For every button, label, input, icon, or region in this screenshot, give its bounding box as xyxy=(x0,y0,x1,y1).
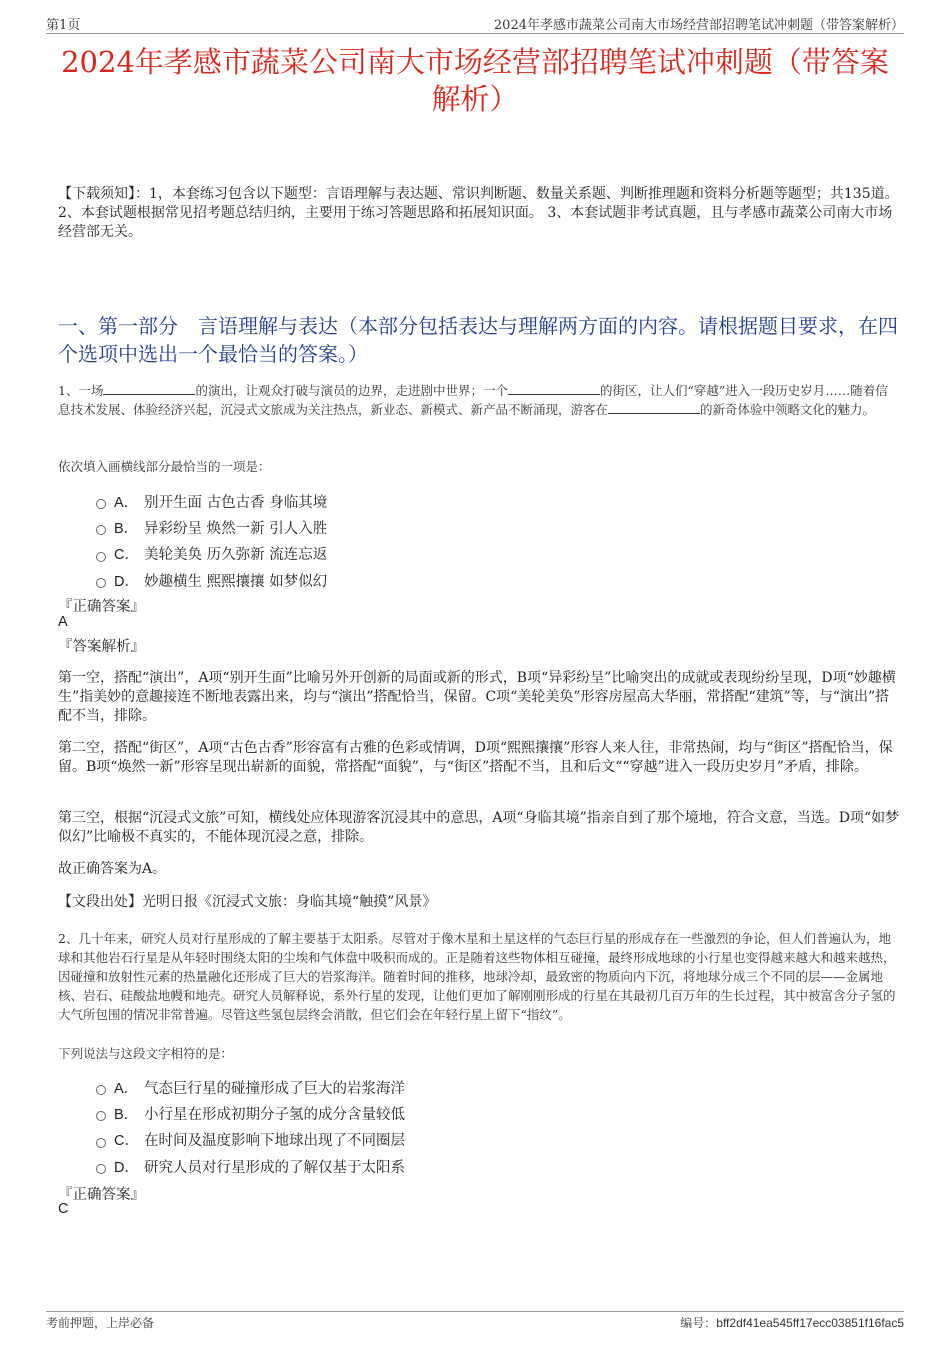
q1-analysis-p1: 第一空，搭配“演出”，A项“别开生面”比喻另外开创新的局面或新的形式，B项“异彩纷呈”比喻突出的成就或表现纷纷呈现，D项“妙趣横生”指美妙的意趣接连不断地表露出来，均与“演出”搭配恰当，保留。C项“美轮美奂”形容房屋高大华丽，常搭配“建筑”等，与“演出”搭配不当，排除。 xyxy=(58,670,896,724)
q1-analysis-p2: 第二空，搭配“街区”，A项“古色古香”形容富有古雅的色彩或情调，D项“熙熙攘攘”形容人来人往，非常热闹，均与“街区”搭配恰当，保留。B项“焕然一新”形容呈现出崭新的面貌，常搭配“面貌”，与“街区”搭配不当，且和后文““穿越”进入一段历史岁月”矛盾，排除。 xyxy=(58,740,893,775)
q1-answer-value: A xyxy=(58,614,68,630)
download-notice: 【下载须知】：1，本套练习包含以下题型：言语理解与表达题、常识判断题、数量关系题、判断推理题和资料分析题等题型；共135道。 2、本套试题根据常见招考题总结归纳，主要用于练习答题思路和拓展知识面。 3、本套试题非考试真题，且与孝感市蔬菜公司南大市场经营部无关。 xyxy=(58,186,899,240)
q2-options xyxy=(96,1074,405,1179)
q1-prompt: 依次填入画横线部分最恰当的一项是： xyxy=(58,459,271,474)
question-2-stem: 2、几十年来，研究人员对行星形成的了解主要基于太阳系。尽管对于像木星和土星这样的气态巨行星的形成存在一些激烈的争论，但人们普遍认为，地球和其他岩石行星是从年轻时围绕太阳的尘埃和气体盘中吸积而成的。正是随着这些物体相互碰撞，最终形成地球的小行星也变得越来越大和越来越热，因碰撞和放射性元素的热量融化还形成了巨大的岩浆海洋。随着时间的推移，地球冷却，最致密的物质向内下沉，将地球分成三个不同的层——金属地核、岩石、硅酸盐地幔和地壳。研究人员解释说，系外行星的发现，让他们更加了解刚刚形成的行星在其最初几百万年的生长过程，其中被富含分子氢的大气所包围的情况非常普遍。尽管这些氢包层终会消散，但它们会在年轻行星上留下“指纹”。 xyxy=(58,931,896,1022)
radio-icon[interactable] xyxy=(96,1111,106,1121)
q1-option-c[interactable]: C． 美轮美奂 历久弥新 流连忘返 xyxy=(96,541,327,567)
q2-prompt: 下列说法与这段文字相符的是： xyxy=(58,1046,234,1061)
q1-options xyxy=(96,488,327,593)
radio-icon[interactable] xyxy=(96,1164,106,1174)
q2-answer-value: C xyxy=(58,1201,69,1217)
footer-slogan: 考前押题，上岸必备 xyxy=(46,1316,155,1330)
blank-2 xyxy=(508,382,600,395)
blank-3 xyxy=(608,401,700,414)
section-heading: 一、第一部分 言语理解与表达（本部分包括表达与理解两方面的内容。请根据题目要求，在四个选项中选出一个最恰当的答案。） xyxy=(58,314,898,366)
q1-answer-label: 『正确答案』 xyxy=(58,599,145,615)
q2-option-d[interactable]: D． 研究人员对行星形成的了解仅基于太阳系 xyxy=(96,1153,405,1179)
q1-text-part4: 的新奇体验中领略文化的魅力。 xyxy=(700,402,876,417)
q1-option-b[interactable]: B． 异彩纷呈 焕然一新 引人入胜 xyxy=(96,514,327,540)
q1-source: 【文段出处】光明日报《沉浸式文旅：身临其境“触摸”风景》 xyxy=(58,894,437,910)
q1-text-part3: 的街区，让人们“穿越”进入一段历史岁月……随着信息技术发展、体验经济兴起，沉浸式文旅成为关注热点，新业态、新模式、新产品不断涌现，游客在 xyxy=(58,383,888,417)
radio-icon[interactable] xyxy=(96,499,106,509)
page-number: 第1页 xyxy=(46,18,81,33)
q2-option-b[interactable]: B． 小行星在形成初期分子氢的成分含量较低 xyxy=(96,1100,405,1126)
q1-option-d[interactable]: D． 妙趣横生 熙熙攘攘 如梦似幻 xyxy=(96,567,327,593)
document-title: 2024年孝感市蔬菜公司南大市场经营部招聘笔试冲刺题（带答案解析） xyxy=(61,45,889,116)
header-doc-title: 2024年孝感市蔬菜公司南大市场经营部招聘笔试冲刺题（带答案解析） xyxy=(493,18,904,33)
blank-1 xyxy=(103,382,195,395)
q1-analysis-label: 『答案解析』 xyxy=(58,639,145,655)
radio-icon[interactable] xyxy=(96,1138,106,1148)
q1-text-part2: 的演出，让观众打破与演员的边界，走进剧中世界；一个 xyxy=(195,383,508,398)
q2-option-a[interactable]: A． 气态巨行星的碰撞形成了巨大的岩浆海洋 xyxy=(96,1074,405,1100)
footer-divider xyxy=(46,1311,904,1312)
q2-option-c[interactable]: C． 在时间及温度影响下地球出现了不同圈层 xyxy=(96,1127,405,1153)
radio-icon[interactable] xyxy=(96,1085,106,1095)
radio-icon[interactable] xyxy=(96,552,106,562)
footer-code: 编号：bff2df41ea545ff17ecc03851f16fac5 xyxy=(680,1316,904,1330)
header-divider xyxy=(46,33,904,34)
question-1-stem xyxy=(58,381,900,419)
page-header xyxy=(46,14,904,32)
q1-text-part1: 1、一场 xyxy=(58,383,104,398)
q1-option-a[interactable]: A． 别开生面 古色古香 身临其境 xyxy=(96,488,327,514)
q2-answer-label: 『正确答案』 xyxy=(58,1187,145,1203)
q1-analysis-p3: 第三空，根据“沉浸式文旅”可知，横线处应体现游客沉浸其中的意思，A项“身临其境”指亲自到了那个境地，符合文意，当选。D项“如梦似幻”比喻极不真实的，不能体现沉浸之意，排除。 xyxy=(58,810,900,845)
q1-conclusion: 故正确答案为A。 xyxy=(58,861,167,877)
radio-icon[interactable] xyxy=(96,578,106,588)
radio-icon[interactable] xyxy=(96,525,106,535)
